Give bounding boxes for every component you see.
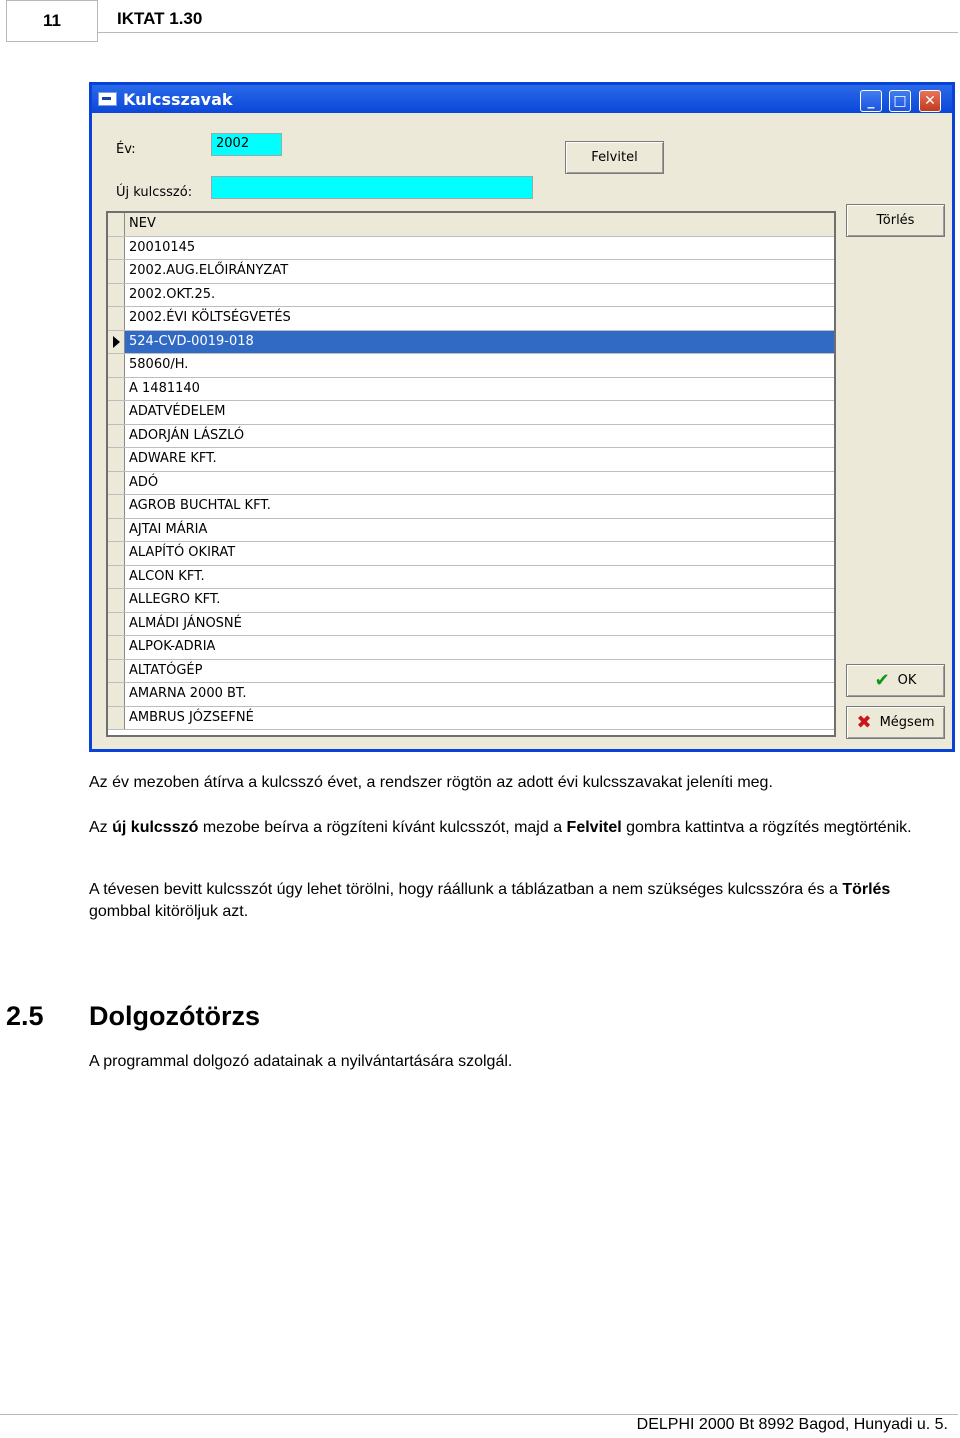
keyword-cell[interactable]: ADÓ [129,474,159,490]
keyword-cell[interactable]: ALAPÍTÓ OKIRAT [129,545,236,560]
row-indicator [108,378,125,401]
check-icon: ✔ [874,670,890,691]
ok-button[interactable] [846,664,945,697]
row-indicator [108,542,125,565]
table-row[interactable] [108,260,834,284]
paragraph-torles [89,879,949,923]
keyword-cell[interactable]: ADORJÁN LÁSZLÓ [129,427,245,443]
keyword-cell[interactable]: ALMÁDI JÁNOSNÉ [129,615,242,631]
table-row[interactable] [108,707,834,731]
table-row[interactable] [108,519,834,543]
row-indicator [108,401,125,424]
row-indicator [108,472,125,495]
table-row[interactable] [108,307,834,331]
row-indicator [108,260,125,283]
megsem-button-label: Mégsem [879,715,935,730]
table-row[interactable] [108,566,834,590]
table-row[interactable] [108,636,834,660]
keyword-cell[interactable]: ALCON KFT. [129,568,205,584]
keyword-cell[interactable]: 2002.ÉVI KÖLTSÉGVETÉS [129,310,291,325]
ev-label: Év: [116,142,136,157]
keyword-cell[interactable]: 58060/H. [129,357,189,372]
table-row[interactable] [108,284,834,308]
section-title: Dolgozótörzs [89,1001,260,1031]
keyword-cell[interactable]: 2002.OKT.25. [129,286,216,302]
row-indicator [108,354,125,377]
paragraph-uj-kulcsszo [89,817,949,839]
keyword-cell[interactable]: ALLEGRO KFT. [129,592,221,607]
text-bold: Törlés [842,881,891,898]
footer-divider [0,1414,958,1415]
table-row[interactable] [108,331,834,355]
table-row[interactable] [108,660,834,684]
page-number: 11 [6,0,98,42]
keyword-cell[interactable]: ADWARE KFT. [129,451,217,466]
text-bold: új kulcsszó [112,819,199,836]
keyword-cell[interactable]: AJTAI MÁRIA [129,521,208,537]
felvitel-button[interactable] [565,141,664,174]
header-divider [98,32,958,33]
table-row[interactable] [108,589,834,613]
document-title: IKTAT 1.30 [117,9,203,28]
title-bar[interactable] [92,85,952,113]
row-indicator [108,284,125,307]
minimize-button[interactable]: _ [860,90,882,112]
text-segment: gombra kattintva a rögzítés megtörténik. [621,819,912,836]
row-indicator [108,636,125,659]
torles-button-label: Törlés [876,213,915,228]
ok-button-label: OK [897,673,917,688]
keyword-cell[interactable]: ALTATÓGÉP [129,662,203,678]
keyword-cell[interactable]: AGROB BUCHTAL KFT. [129,498,271,513]
uj-kulcsszo-label: Új kulcsszó: [116,185,193,200]
row-indicator [108,331,125,354]
text-segment: gombbal kitöröljuk azt. [89,903,249,920]
section-number: 2.5 [6,1001,44,1031]
text-segment: mezobe beírva a rögzíteni kívánt kulcsszót, majd a [198,819,567,836]
table-row[interactable] [108,354,834,378]
table-row[interactable] [108,472,834,496]
paragraph-ev: Az év mezoben átírva a kulcsszó évet, a rendszer rögtön az adott évi kulcsszavakat jeleníti meg. [89,774,773,791]
table-row[interactable] [108,613,834,637]
row-indicator [108,425,125,448]
table-row[interactable] [108,237,834,261]
grid-header-nev[interactable]: NEV [129,216,156,231]
window-title: Kulcsszavak [123,90,233,109]
table-row[interactable] [108,542,834,566]
row-indicator [108,519,125,542]
row-indicator [108,707,125,730]
kulcsszavak-window [89,82,955,752]
keyword-cell[interactable]: AMBRUS JÓZSEFNÉ [129,709,254,725]
text-segment: Az [89,819,113,836]
row-indicator [108,495,125,518]
x-icon: ✖ [856,712,872,733]
megsem-button[interactable] [846,706,945,739]
row-indicator [108,213,125,236]
uj-kulcsszo-input[interactable] [211,176,533,199]
ev-input[interactable]: 2002 [211,133,282,156]
maximize-button[interactable]: □ [889,90,911,112]
row-indicator [108,589,125,612]
torles-button[interactable] [846,204,945,237]
row-indicator [108,683,125,706]
keyword-cell[interactable]: 2002.AUG.ELŐIRÁNYZAT [129,263,289,278]
table-row[interactable] [108,683,834,707]
keyword-grid[interactable] [106,211,836,737]
text-bold: Felvitel [566,819,622,836]
table-row[interactable] [108,495,834,519]
table-row[interactable] [108,448,834,472]
row-indicator [108,237,125,260]
row-indicator [108,307,125,330]
table-row[interactable] [108,401,834,425]
keyword-cell[interactable]: 20010145 [129,239,196,255]
text-segment: A tévesen bevitt kulcsszót úgy lehet törölni, hogy ráállunk a táblázatban a nem szükséges kulcsszóra és a [89,881,843,898]
keyword-cell[interactable]: ALPOK-ADRIA [129,639,216,654]
window-icon [98,92,117,106]
window-client-area [92,113,952,749]
row-indicator [108,613,125,636]
keyword-cell[interactable]: AMARNA 2000 BT. [129,686,247,701]
felvitel-button-label: Felvitel [591,150,638,165]
footer-text: DELPHI 2000 Bt 8992 Bagod, Hunyadi u. 5. [636,1416,948,1433]
table-row[interactable] [108,425,834,449]
row-indicator [108,660,125,683]
table-row[interactable] [108,378,834,402]
row-indicator [108,448,125,471]
close-button[interactable]: ✕ [919,90,941,112]
keyword-cell[interactable]: ADATVÉDELEM [129,404,226,419]
keyword-cell[interactable]: 524-CVD-0019-018 [129,333,254,349]
paragraph-dolgozotorzs: A programmal dolgozó adatainak a nyilvántartására szolgál. [89,1053,513,1070]
keyword-cell[interactable]: A 1481140 [129,380,200,396]
row-indicator [108,566,125,589]
grid-header-row [108,213,834,237]
